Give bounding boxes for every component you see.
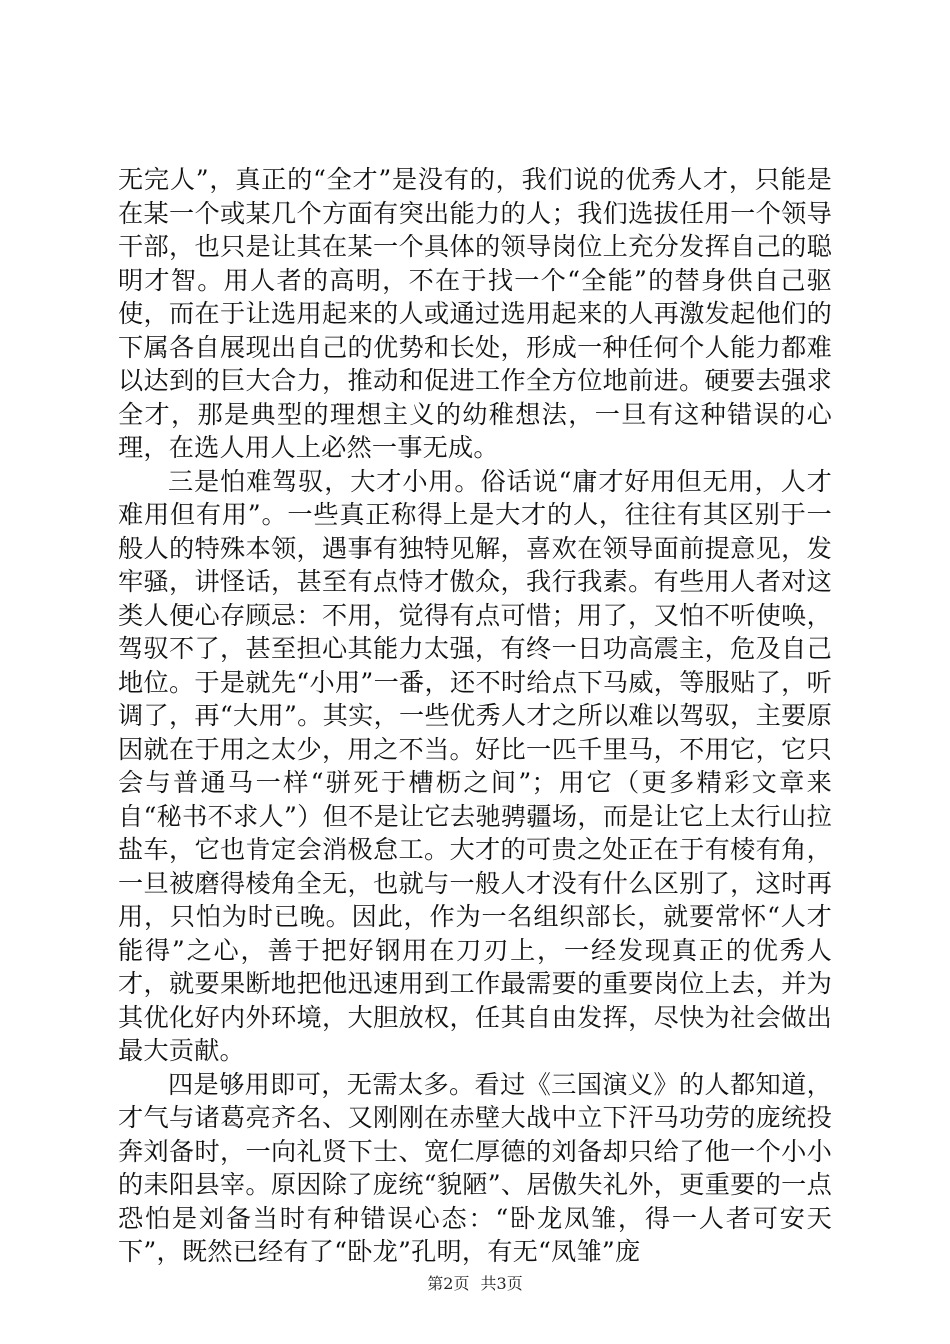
- paragraph-1: 无完人”，真正的“全才”是没有的，我们说的优秀人才，只能是在某一个或某几个方面有突出能力的人；我们选拔任用一个领导干部，也只是让其在某一个具体的领导岗位上充分发挥自己的聪明才智。用人者的高明，不在于找一个“全能”的替身供自己驱使，而在于让选用起来的人或通过选用起来的人再激发起他们的下属各自展现出自己的优势和长处，形成一种任何个人能力都难以达到的巨大合力，推动和促进工作全方位地前进。硬要去强求全才，那是典型的理想主义的幼稚想法，一旦有这种错误的心理，在选人用人上必然一事无成。: [118, 165, 832, 462]
- document-body: [118, 163, 832, 1269]
- paragraph-3: 四是够用即可，无需太多。看过《三国演义》的人都知道，才气与诸葛亮齐名、又刚刚在赤壁大战中立下汗马功劳的庞统投奔刘备时，一向礼贤下士、宽仁厚德的刘备却只给了他一个小小的耒阳县宰。原因除了庞统“貌陋”、居傲失礼外，更重要的一点恐怕是刘备当时有种错误心态：“卧龙凤雏，得一人者可安天下”，既然已经有了“卧龙”孔明，有无“凤雏”庞: [118, 1069, 832, 1266]
- page-number: 第2页: [427, 1274, 470, 1293]
- paragraph-2: 三是怕难驾驭，大才小用。俗话说“庸才好用但无用，人才难用但有用”。一些真正称得上是大才的人，往往有其区别于一般人的特殊本领，遇事有独特见解，喜欢在领导面前提意见，发牢骚，讲怪话，甚至有点恃才傲众，我行我素。有些用人者对这类人便心存顾忌：不用，觉得有点可惜；用了，又怕不听使唤，驾驭不了，甚至担心其能力太强，有终一日功高震主，危及自己地位。于是就先“小用”一番，还不时给点下马威，等服贴了，听调了，再“大用”。其实，一些优秀人才之所以难以驾驭，主要原因就在于用之太少，用之不当。好比一匹千里马，不用它，它只会与普通马一样“骈死于槽枥之间”；用它（更多精彩文章来自“秘书不求人”）但不是让它去驰骋疆场，而是让它上太行山拉盐车，它也肯定会消极怠工。大才的可贵之处正在于有棱有角，一旦被磨得棱角全无，也就与一般人才没有什么区别了，这时再用，只怕为时已晚。因此，作为一名组织部长，就要常怀“人才能得”之心，善于把好钢用在刀刃上，一经发现真正的优秀人才，就要果断地把他迅速用到工作最需要的重要岗位上去，并为其优化好内外环境，大胆放权，任其自由发挥，尽快为社会做出最大贡献。: [118, 466, 832, 1065]
- page-total: 共3页: [480, 1274, 523, 1293]
- page-footer: [0, 1274, 950, 1294]
